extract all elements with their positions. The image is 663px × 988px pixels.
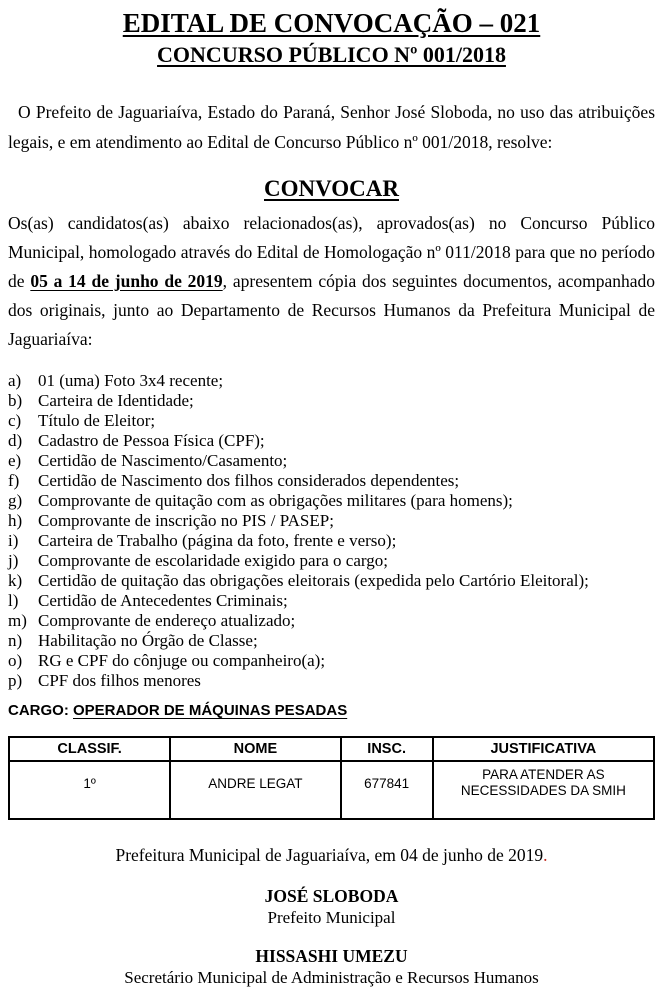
list-item-letter: a) — [8, 371, 22, 390]
cargo-value: OPERADOR DE MÁQUINAS PESADAS — [73, 702, 348, 719]
cell-nome: ANDRE LEGAT — [170, 761, 340, 819]
list-item-letter: o) — [8, 651, 23, 670]
column-header-insc: INSC. — [341, 737, 433, 761]
list-item-letter: g) — [8, 491, 23, 510]
list-item-letter: m) — [8, 611, 27, 630]
signature-role: Prefeito Municipal — [267, 908, 396, 927]
list-item — [8, 491, 655, 511]
list-item — [8, 471, 655, 491]
cell-classif: 1º — [9, 761, 170, 819]
date-line-text: Prefeitura Municipal de Jaguariaíva, em 04 de junho de 2019 — [115, 845, 544, 865]
convocar-heading-text: CONVOCAR — [264, 175, 399, 201]
cargo-line — [8, 702, 655, 720]
body-paragraph-start: Os(as) candidatos(as) abaixo relacionados(as), aprovados(as) no Concurso Público Municipal, homologado através do Edital de Homologação nº 011/2018 para que no período de — [8, 212, 655, 291]
candidates-table — [8, 736, 655, 820]
signature-block-mayor — [8, 885, 655, 928]
date-line — [8, 844, 655, 866]
list-item-text: 01 (uma) Foto 3x4 recente; — [38, 371, 224, 390]
deadline-highlight: 05 a 14 de junho de 2019 — [30, 270, 223, 291]
list-item-letter: n) — [8, 631, 23, 650]
body-paragraph — [8, 209, 655, 354]
list-item-letter: l) — [8, 591, 19, 610]
signature-block-secretary — [8, 945, 655, 988]
list-item-text: Comprovante de quitação com as obrigações militares (para homens); — [38, 491, 513, 510]
list-item — [8, 391, 655, 411]
list-item-text: Carteira de Trabalho (página da foto, frente e verso); — [38, 531, 397, 550]
column-header-nome: NOME — [170, 737, 340, 761]
list-item — [8, 551, 655, 571]
list-item — [8, 411, 655, 431]
document-title-text: EDITAL DE CONVOCAÇÃO – 021 — [122, 8, 541, 38]
list-item-letter: h) — [8, 511, 23, 530]
column-header-classif: CLASSIF. — [9, 737, 170, 761]
table-row — [9, 761, 654, 819]
list-item — [8, 431, 655, 451]
cell-justificativa — [433, 761, 654, 819]
list-item-text: Carteira de Identidade; — [38, 391, 194, 410]
list-item-text: Comprovante de inscrição no PIS / PASEP; — [38, 511, 334, 530]
list-item-letter: f) — [8, 471, 20, 490]
list-item-text: Título de Eleitor; — [38, 411, 156, 430]
list-item — [8, 511, 655, 531]
list-item-text: Comprovante de escolaridade exigido para o cargo; — [38, 551, 388, 570]
table-header-row — [9, 737, 654, 761]
list-item-text: Certidão de Nascimento/Casamento; — [38, 451, 288, 470]
list-item-text: CPF dos filhos menores — [38, 671, 201, 690]
cell-justificativa-text: PARA ATENDER AS NECESSIDADES DA SMIH — [460, 767, 626, 798]
document-title — [8, 8, 655, 38]
list-item-letter: j) — [8, 551, 19, 570]
body-paragraph-end: , apresentem cópia dos seguintes documentos, acompanhado dos originais, junto ao Departamento de Recursos Humanos da Prefeitura Municipal de Jaguariaíva: — [8, 270, 655, 349]
cargo-label: CARGO: — [8, 702, 73, 719]
list-item-text: Comprovante de endereço atualizado; — [38, 611, 296, 630]
list-item — [8, 371, 655, 391]
date-line-period: . — [543, 845, 548, 865]
convocar-heading — [8, 175, 655, 203]
list-item-text: Habilitação no Órgão de Classe; — [38, 631, 258, 650]
intro-paragraph: O Prefeito de Jaguariaíva, Estado do Paraná, Senhor José Sloboda, no uso das atribuições legais, e em atendimento ao Edital de Concurso Público nº 001/2018, resolve: — [8, 102, 655, 152]
list-item-text: Certidão de quitação das obrigações eleitorais (expedida pelo Cartório Eleitoral); — [38, 571, 589, 590]
signature-name: HISSASHI UMEZU — [255, 946, 408, 966]
list-item-text: Certidão de Nascimento dos filhos considerados dependentes; — [38, 471, 460, 490]
signature-name: JOSÉ SLOBODA — [264, 886, 399, 906]
list-item — [8, 651, 655, 671]
list-item — [8, 591, 655, 611]
list-item-letter: c) — [8, 411, 22, 430]
list-item — [8, 631, 655, 651]
list-item-letter: p) — [8, 671, 23, 690]
list-item — [8, 611, 655, 631]
required-documents-list — [8, 371, 655, 691]
list-item — [8, 531, 655, 551]
list-item-letter: i) — [8, 531, 19, 550]
list-item-letter: d) — [8, 431, 23, 450]
column-header-justificativa: JUSTIFICATIVA — [433, 737, 654, 761]
list-item-text: RG e CPF do cônjuge ou companheiro(a); — [38, 651, 326, 670]
list-item-letter: e) — [8, 451, 22, 470]
list-item-text: Cadastro de Pessoa Física (CPF); — [38, 431, 265, 450]
signature-role: Secretário Municipal de Administração e Recursos Humanos — [124, 968, 539, 987]
document-subtitle-text: CONCURSO PÚBLICO Nº 001/2018 — [157, 42, 506, 67]
list-item-letter: k) — [8, 571, 23, 590]
list-item — [8, 451, 655, 471]
document-subtitle — [8, 41, 655, 69]
list-item-text: Certidão de Antecedentes Criminais; — [38, 591, 288, 610]
list-item — [8, 571, 655, 591]
list-item-letter: b) — [8, 391, 23, 410]
list-item — [8, 671, 655, 691]
cell-insc: 677841 — [341, 761, 433, 819]
